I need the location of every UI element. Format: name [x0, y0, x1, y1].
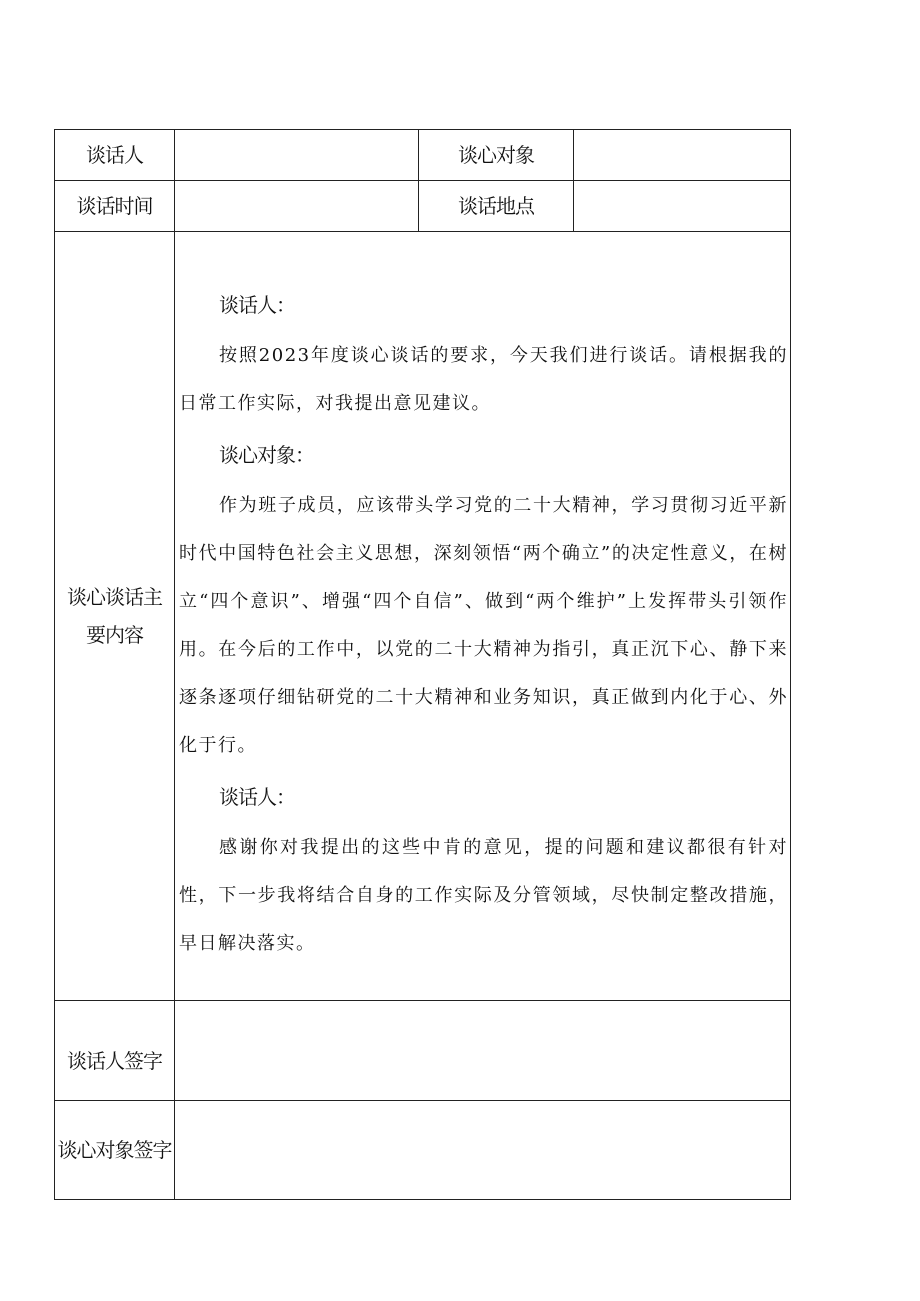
row-speaker [55, 130, 791, 181]
speaker-value-cell[interactable] [175, 130, 419, 181]
section2-speaker: 谈心对象： [219, 443, 314, 467]
speaker-sign-label: 谈话人签字 [55, 1001, 175, 1101]
time-value-cell[interactable] [175, 181, 419, 232]
target-label: 谈心对象 [419, 130, 574, 181]
row-content [55, 232, 791, 1001]
target-sign-label: 谈心对象签字 [55, 1101, 175, 1200]
section1-speaker: 谈话人： [219, 293, 295, 317]
section3-text: 感谢你对我提出的这些中肯的意见，提的问题和建议都很有针对性，下一步我将结合自身的工作实际及分管领域，尽快制定整改措施，早日解决落实。 [179, 837, 788, 954]
row-time [55, 181, 791, 232]
content-label: 谈心谈话主要内容 [55, 232, 175, 1001]
target-sign-cell[interactable] [175, 1101, 791, 1200]
section3-speaker: 谈话人： [219, 785, 295, 809]
section2-text: 作为班子成员，应该带头学习党的二十大精神，学习贯彻习近平新时代中国特色社会主义思想，深刻领悟“两个确立”的决定性意义，在树立“四个意识”、增强“四个自信”、做到“两个维护”上发挥带头引领作用。在今后的工作中，以党的二十大精神为指引，真正沉下心、静下来逐条逐项仔细钻研党的二十大精神和业务知识，真正做到内化于心、外化于行。 [179, 495, 788, 756]
target-value-cell[interactable] [574, 130, 791, 181]
row-target-sign [55, 1101, 791, 1200]
location-value-cell[interactable] [574, 181, 791, 232]
speaker-sign-cell[interactable] [175, 1001, 791, 1101]
time-label: 谈话时间 [55, 181, 175, 232]
location-label: 谈话地点 [419, 181, 574, 232]
content-cell [175, 232, 791, 1001]
talk-record-form [54, 129, 791, 1200]
row-speaker-sign [55, 1001, 791, 1101]
speaker-label: 谈话人 [55, 130, 175, 181]
section1-text: 按照2023年度谈心谈话的要求，今天我们进行谈话。请根据我的日常工作实际，对我提出意见建议。 [179, 345, 788, 414]
